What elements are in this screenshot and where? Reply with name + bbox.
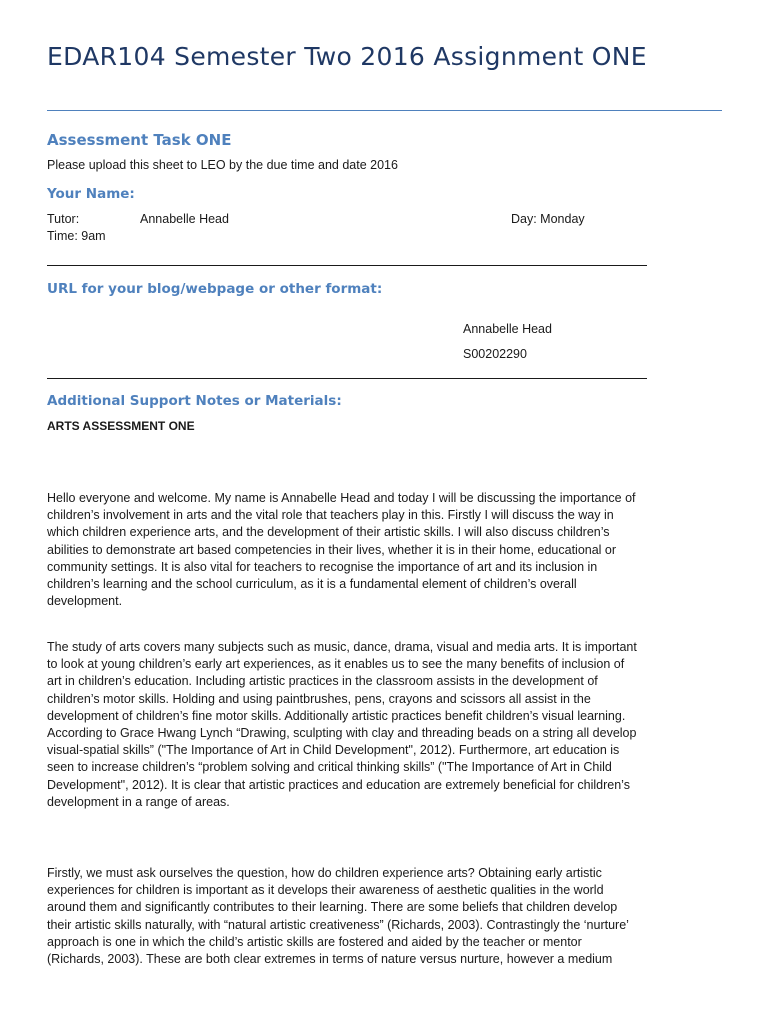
assessment-task-heading: Assessment Task ONE (47, 131, 232, 149)
text-line: According to Grace Hwang Lynch “Drawing, sculpting with clay and threading beads on a string all develop (47, 726, 637, 741)
divider-line-2 (47, 378, 647, 379)
text-line: approach is one in which the child’s artistic skills are fostered and aided by the teacher or mentor (47, 934, 582, 949)
time-text: Time: 9am (47, 229, 106, 243)
text-line: seen to increase children’s “problem solving and critical thinking skills” ("The Importance of Art in Child (47, 760, 612, 775)
text-line: visual-spatial skills” ("The Importance of Art in Child Development", 2012). Furthermore, art education is (47, 743, 620, 758)
text-line: around them and significantly contributes to their learning. There are some beliefs that children develop (47, 900, 618, 915)
text-line: (Richards, 2003). These are both clear extremes in terms of nature versus nurture, however a medium (47, 952, 613, 967)
url-label: URL for your blog/webpage or other format: (47, 281, 383, 297)
essay-heading: ARTS ASSESSMENT ONE (47, 419, 195, 433)
title-underline (47, 110, 722, 111)
text-line: Firstly, we must ask ourselves the question, how do children experience arts? Obtaining early artistic (47, 866, 602, 880)
text-line: experiences for children is important as it develops their awareness of aesthetic qualities in the world (47, 883, 604, 898)
paragraph-experience-arts (47, 865, 727, 968)
divider-line-1 (47, 265, 647, 266)
text-line: development. (47, 594, 123, 609)
tutor-name: Annabelle Head (140, 212, 229, 226)
text-line: which children experience arts, and the development of their artistic skills. I will also discuss children’s (47, 525, 610, 540)
upload-instruction: Please upload this sheet to LEO by the due time and date 2016 (47, 158, 398, 172)
student-id: S00202290 (463, 347, 527, 361)
text-line: development in a range of areas. (47, 794, 230, 809)
text-line: their artistic skills naturally, with “natural artistic creativeness” (Richards, 2003). Contrastingly the ‘nurture’ (47, 917, 629, 932)
text-line: development of children’s fine motor skills. Additionally artistic practices benefit children’s visual learning. (47, 708, 626, 723)
your-name-label: Your Name: (47, 186, 135, 202)
tutor-label: Tutor: (47, 212, 80, 226)
text-line: children’s motor skills. Holding and using paintbrushes, pens, crayons and scissors all assist in the (47, 691, 591, 706)
text-line: to look at young children’s early art experiences, as it enables us to see the many benefits of inclusion of (47, 657, 625, 672)
student-name: Annabelle Head (463, 322, 552, 336)
paragraph-study-of-arts (47, 639, 727, 811)
additional-notes-label: Additional Support Notes or Materials: (47, 393, 342, 409)
text-line: community settings. It is also vital for teachers to recognise the importance of art and its inclusion in (47, 559, 598, 574)
text-line: Hello everyone and welcome. My name is Annabelle Head and today I will be discussing the importance of (47, 491, 636, 505)
text-line: Development", 2012). It is clear that artistic practices and education are extremely beneficial for children’s (47, 777, 630, 792)
paragraph-intro (47, 490, 727, 610)
text-line: The study of arts covers many subjects such as music, dance, drama, visual and media arts. It is important (47, 640, 637, 654)
text-line: art in children’s education. Including artistic practices in the classroom assists in the development of (47, 674, 598, 689)
text-line: children’s involvement in arts and the vital role that teachers play in this. Firstly I will discuss the way in (47, 508, 614, 523)
text-line: children’s learning and the school curriculum, as it is a fundamental element of children’s overall (47, 577, 577, 592)
day-text: Day: Monday (511, 212, 585, 226)
text-line: abilities to demonstrate art based competencies in their lives, whether it is in their home, educational or (47, 542, 617, 557)
document-title: EDAR104 Semester Two 2016 Assignment ONE (47, 42, 647, 71)
